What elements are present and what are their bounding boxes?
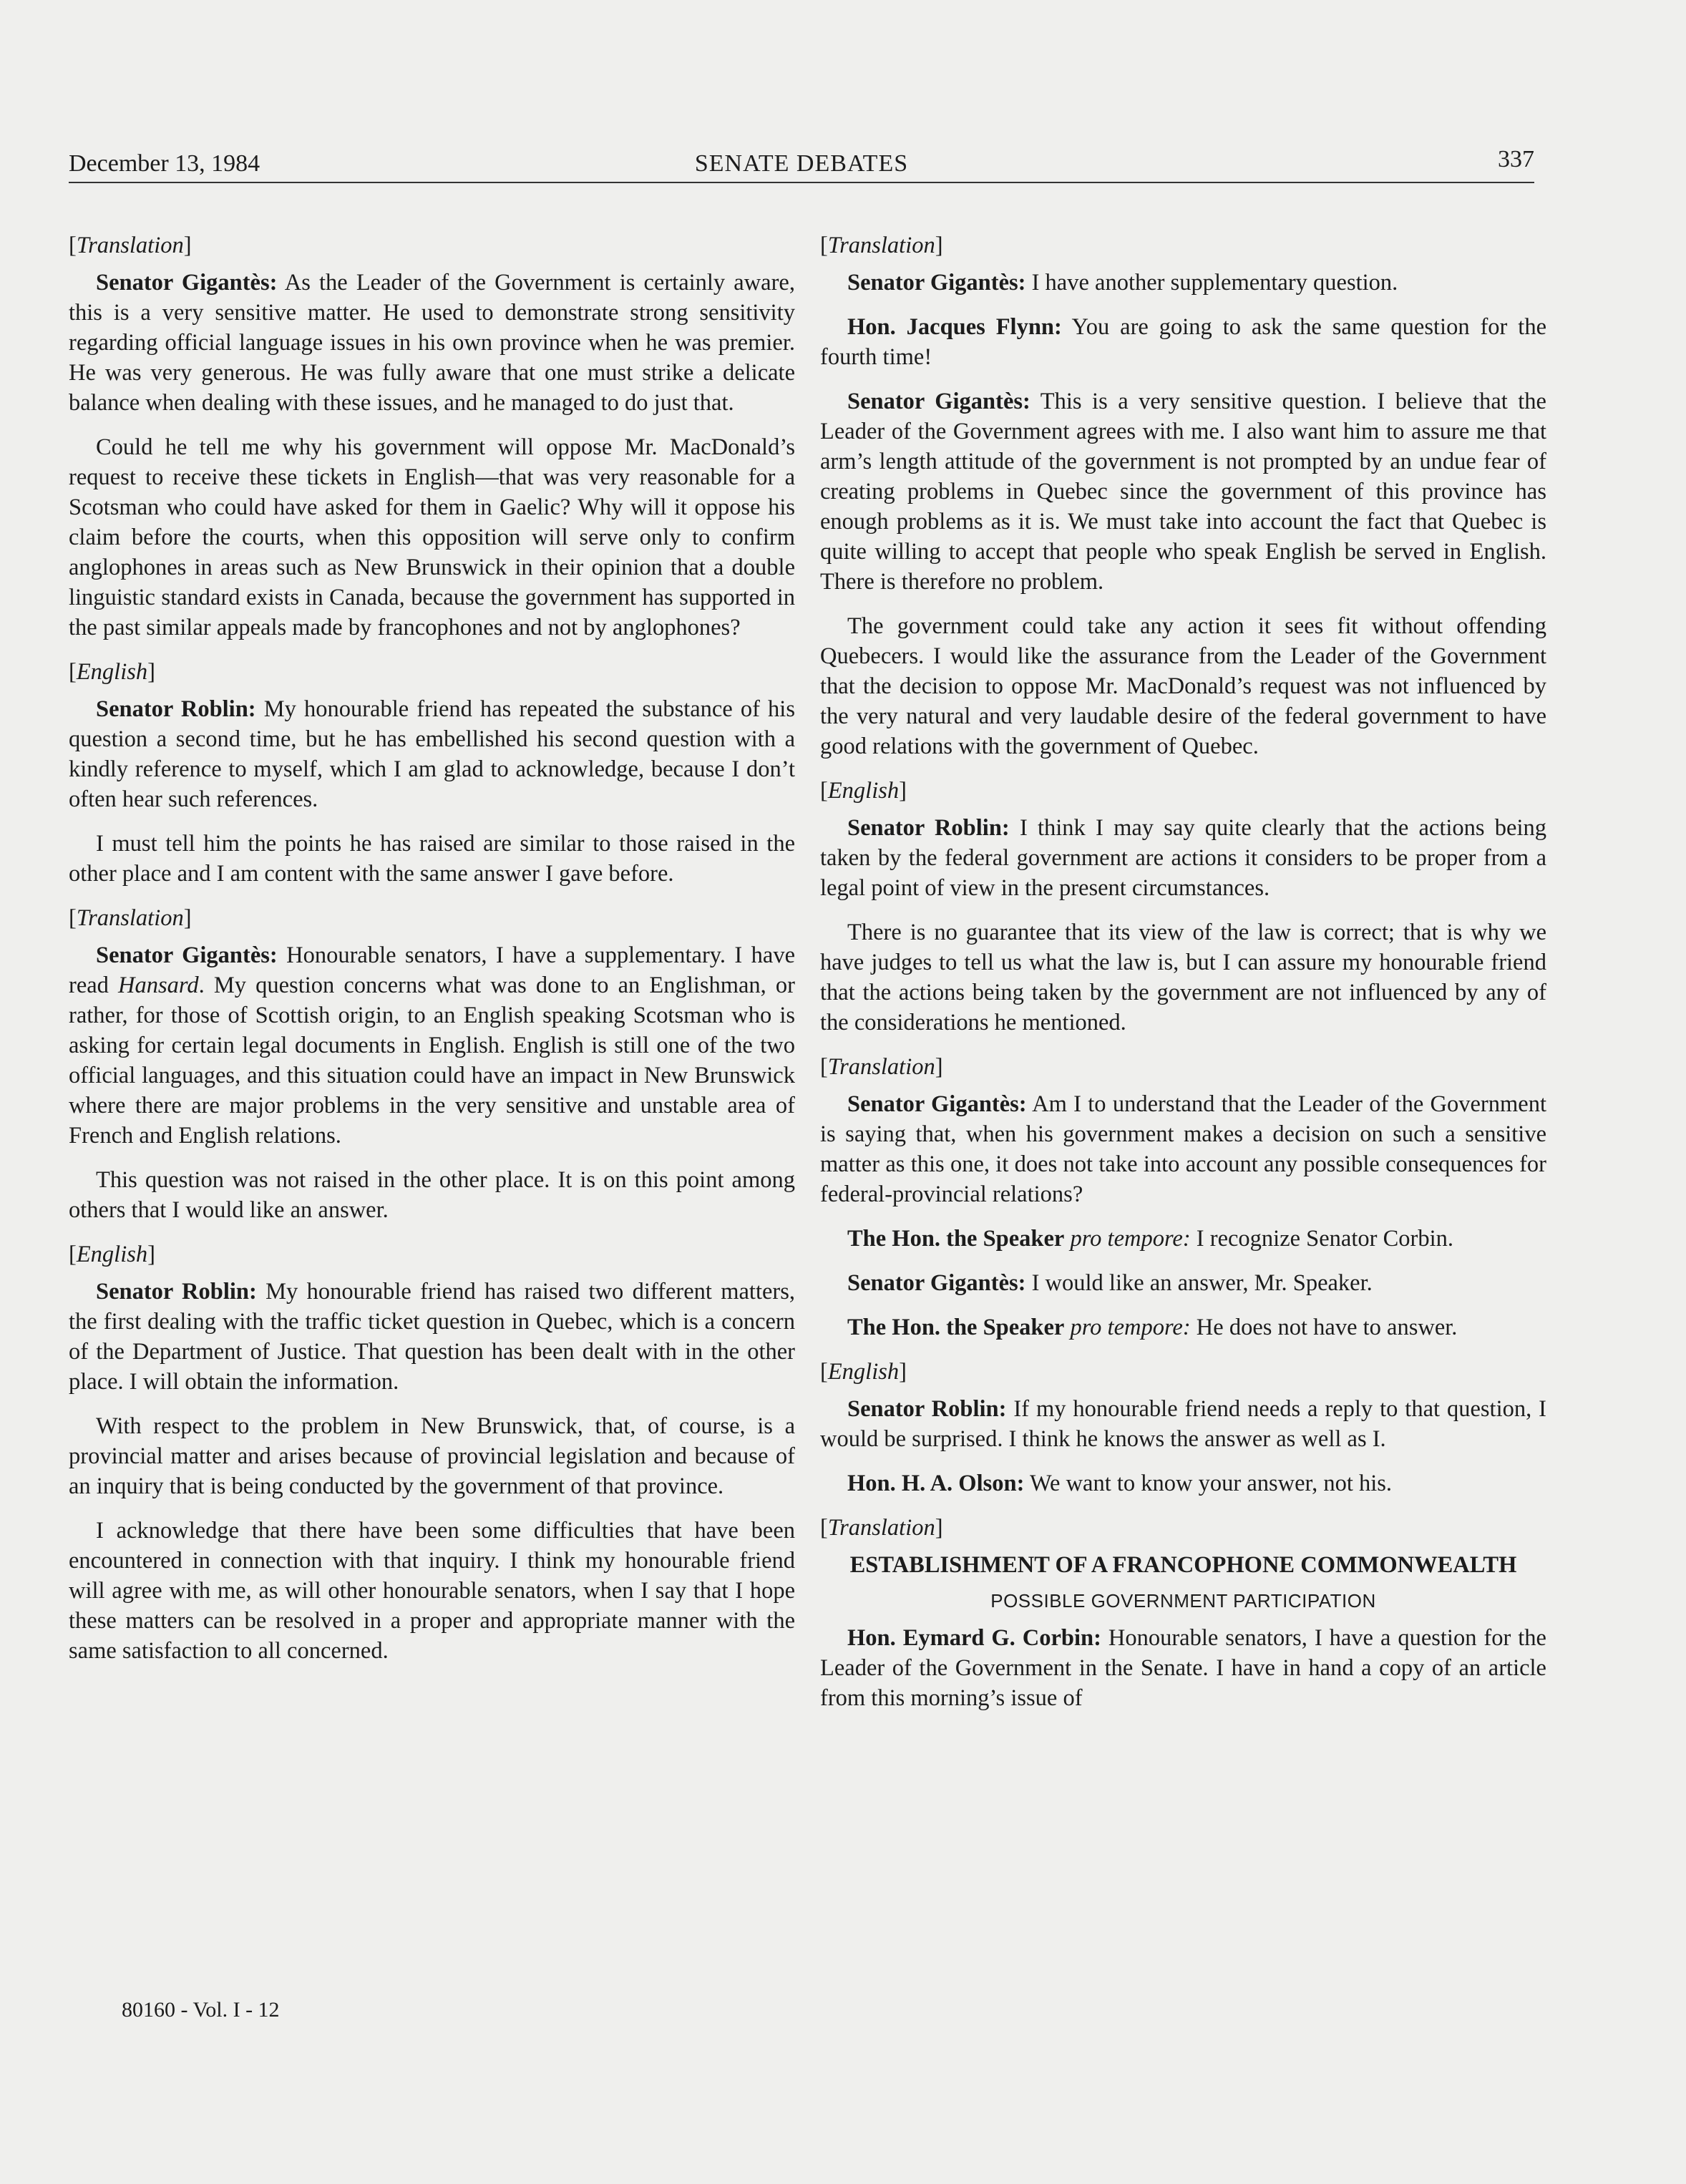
paragraph: Senator Roblin: My honourable friend has raised two different matters, the first dealing with the traffic ticket question in Quebec, which is a concern of the Department of Justice. That question has been dealt with in the other place. I will obtain the information. — [69, 1279, 795, 1395]
paragraph: With respect to the problem in New Brunswick, that, of course, is a provincial matter and arises because of provincial legislation and because of an inquiry that is being conducted by the government of that province. — [69, 1413, 795, 1499]
speaker-name: Senator Gigantès: — [847, 1270, 1026, 1296]
page-header — [69, 146, 1534, 186]
paragraph: Senator Gigantès: This is a very sensitive question. I believe that the Leader of the Government agrees with me. I also want him to assure me that arm’s length attitude of the government is not prompted by an undue fear of creating problems in Quebec since the government of this province has enough problems as it is. We must take into account the fact that Quebec is quite willing to accept that people who speak English be served in English. There is therefore no problem. — [820, 389, 1546, 595]
page-footer: 80160 - Vol. I - 12 — [122, 1998, 280, 2022]
paragraph: The Hon. the Speaker pro tempore: He does not have to answer. — [847, 1315, 1458, 1340]
publication-title: SENATE DEBATES — [694, 150, 909, 177]
header-date: December 13, 1984 — [69, 150, 260, 177]
paragraph: The Hon. the Speaker pro tempore: I recognize Senator Corbin. — [847, 1226, 1453, 1252]
speaker-name: The Hon. the Speaker — [847, 1315, 1065, 1340]
paragraph: Hon. Jacques Flynn: You are going to ask the same question for the fourth time! — [820, 314, 1546, 370]
speaker-name: Senator Gigantès: — [847, 389, 1030, 414]
speaker-name: Senator Gigantès: — [847, 270, 1026, 296]
language-marker: [Translation] — [820, 1054, 943, 1080]
paragraph: Senator Gigantès: As the Leader of the Government is certainly aware, this is a very sensitive matter. He used to demonstrate strong sensitivity regarding official language issues in his own province when he was premier. He was very generous. He was fully aware that one must strike a delicate balance when dealing with these issues, and he managed to do just that. — [69, 270, 795, 416]
language-marker: [English] — [820, 1359, 907, 1385]
language-marker: [Translation] — [820, 233, 943, 258]
left-column — [69, 230, 795, 1680]
speaker-name: Senator Gigantès: — [96, 942, 278, 968]
speaker-name: Senator Gigantès: — [847, 1091, 1027, 1117]
speaker-name: Hon. Eymard G. Corbin: — [847, 1625, 1101, 1651]
paragraph: Senator Gigantès: I would like an answer, Mr. Speaker. — [847, 1270, 1373, 1296]
paragraph: I acknowledge that there have been some difficulties that have been encountered in connection with that inquiry. I think my honourable friend will agree with me, as will other honourable senators, when I say that I hope these matters can be resolved in a proper and appropriate manner with the same satisfaction to all concerned. — [69, 1518, 795, 1664]
speaker-name: Hon. H. A. Olson: — [847, 1471, 1025, 1496]
paragraph: Senator Gigantès: Am I to understand that the Leader of the Government is saying that, when his government makes a decision on such a sensitive matter as this one, it does not take into account any possible consequences for federal-provincial relations? — [820, 1091, 1546, 1207]
right-column — [820, 230, 1546, 1727]
paragraph: The government could take any action it sees fit without offending Quebecers. I would like the assurance from the Leader of the Government that the decision to oppose Mr. MacDonald’s request was not influenced by the very natural and very laudable desire of the federal government to have good relations with the government of Quebec. — [820, 613, 1546, 759]
language-marker: [English] — [69, 1242, 155, 1267]
speaker-name: Senator Roblin: — [847, 1396, 1007, 1422]
language-marker: [English] — [820, 778, 907, 804]
speaker-name: Senator Gigantès: — [96, 270, 278, 296]
paragraph: Senator Roblin: I think I may say quite clearly that the actions being taken by the federal government are actions it considers to be proper from a legal point of view in the present circumstances. — [820, 815, 1546, 901]
paragraph: Senator Gigantès: I have another supplementary question. — [847, 270, 1398, 296]
header-rule — [69, 182, 1534, 183]
paragraph: Hon. Eymard G. Corbin: Honourable senators, I have a question for the Leader of the Government in the Senate. I have in hand a copy of an article from this morning’s issue of — [820, 1625, 1546, 1711]
speaker-name: Senator Roblin: — [96, 696, 256, 722]
page-number: 337 — [1498, 146, 1534, 172]
paragraph: I must tell him the points he has raised are similar to those raised in the other place and I am content with the same answer I gave before. — [69, 831, 795, 887]
language-marker: [Translation] — [69, 233, 192, 258]
paragraph: Senator Roblin: My honourable friend has repeated the substance of his question a second time, but he has embellished his second question with a kindly reference to myself, which I am glad to acknowledge, because I don’t often hear such references. — [69, 696, 795, 812]
paragraph: Senator Roblin: If my honourable friend needs a reply to that question, I would be surprised. I think he knows the answer as well as I. — [820, 1396, 1546, 1452]
speaker-name: Hon. Jacques Flynn: — [847, 314, 1062, 340]
speaker-name: Senator Roblin: — [847, 815, 1010, 841]
paragraph: This question was not raised in the other place. It is on this point among others that I would like an answer. — [69, 1167, 795, 1223]
paragraph: Hon. H. A. Olson: We want to know your answer, not his. — [847, 1471, 1393, 1496]
section-subheading: POSSIBLE GOVERNMENT PARTICIPATION — [990, 1590, 1376, 1612]
paragraph: Could he tell me why his government will oppose Mr. MacDonald’s request to receive these tickets in English—that was very reasonable for a Scotsman who could have asked for them in Gaelic? Why will it oppose his claim before the courts, when this opposition will serve only to confirm anglophones in areas such as New Brunswick in their opinion that a double linguistic standard exists in Canada, because the government has supported in the past similar appeals made by francophones and not by anglophones? — [69, 434, 795, 640]
paragraph: There is no guarantee that its view of the law is correct; that is why we have judges to tell us what the law is, but I can assure my honourable friend that the actions being taken by the government are not influenced by any of the considerations he mentioned. — [820, 920, 1546, 1035]
language-marker: [Translation] — [69, 905, 192, 931]
speaker-name: Senator Roblin: — [96, 1279, 257, 1305]
language-marker: [English] — [69, 659, 155, 685]
language-marker: [Translation] — [820, 1515, 943, 1541]
speaker-name: The Hon. the Speaker — [847, 1226, 1065, 1252]
section-heading: ESTABLISHMENT OF A FRANCOPHONE COMMONWEALTH — [849, 1552, 1517, 1578]
paragraph: Senator Gigantès: Honourable senators, I have a supplementary. I have read Hansard. My question concerns what was done to an Englishman, or rather, for those of Scottish origin, to an English speaking Scotsman who is asking for certain legal documents in English. English is still one of the two official languages, and this situation could have an impact in New Brunswick where there are major problems in the very sensitive and unstable area of French and English relations. — [69, 942, 795, 1149]
